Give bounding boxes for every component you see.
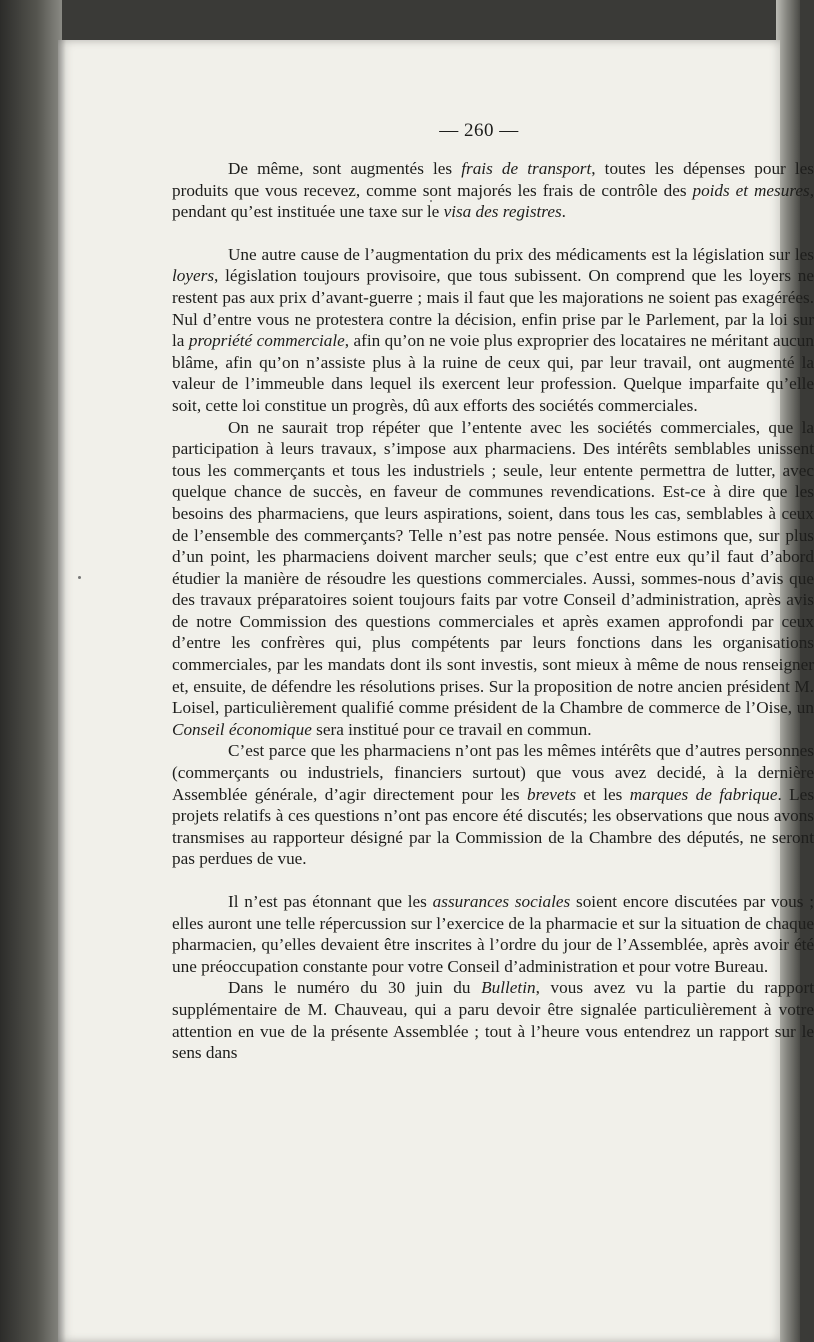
italic-phrase: loyers [172, 266, 215, 286]
text-run: Une autre cause de l’augmentation du prix des médicaments est la législation sur les [228, 244, 814, 264]
text-run: . [561, 202, 566, 222]
text-run: sera institué pour ce travail en commun. [311, 719, 592, 739]
italic-phrase: propriété commerciale [188, 331, 345, 351]
text-run: Il n’est pas étonnant que les [228, 892, 433, 911]
paragraph [172, 417, 814, 741]
text-run: On ne saurait trop répéter que l’entente avec les sociétés commerciales, que la participation à leurs travaux, s’impose aux pharmaciens. Des intérêts semblables unissent tous les commerçants et tous les industriels ; seule, leur entente permettra de lutter, avec quelque chance de succès, en faveur de communes revendications. Est-ce à dire que les besoins des pharmaciens, que leurs aspirations, soient, dans tous les cas, semblables à ceux de l’ensemble des commerçants? Telle n’est pas notre pensée. Nous estimons que, sur plus d’un point, les pharmaciens doivent marcher seuls; que c’est entre eux qu’il faut d’abord étudier la manière de résoudre les questions commerciales. Aussi, sommes-nous d’avis que des travaux préparatoires soient toujours faits par votre Conseil d’administration, après avis de notre Commission des questions commerciales et après examen approfondi par ceux d’entre les confrères qui, plus compétents par leurs fonctions dans les organisations commerciales, par les mandats dont ils sont investis, sont mieux à même de nous renseigner et, ensuite, de défendre les résolutions prises. Sur la proposition de notre ancien président M. Loisel, particulièrement qualifié comme président de la Chambre de commerce de l’Oise, un [172, 417, 814, 718]
scan-speck [78, 576, 81, 579]
text-run: soient encore discutées par vous ; elles auront une telle répercussion sur l’exercice de la pharmacie et sur la situation de chaque pharmacien, qu’elles devaient être inscrites à l’ordre du jour de l’Assemblée, après avoir été une préoccupation constante pour votre Conseil d’administration et pour votre Bureau. [172, 892, 814, 976]
scan-speck [430, 200, 432, 202]
italic-phrase: Bulletin [481, 978, 536, 998]
body-text [172, 158, 814, 1064]
italic-phrase: visa des registres [443, 202, 562, 222]
book-page [58, 40, 814, 1342]
text-run: De même, sont augmentés les [228, 159, 462, 178]
italic-phrase: Conseil économique [172, 719, 312, 739]
text-run: , vous avez vu la partie du rapport supplémentaire de M. Chauveau, qui a paru devoir être signalée particulièrement à votre attention en vue de la présente Assemblée ; tout à l’heure vous entendrez un rapport sur le sens dans [172, 978, 814, 1063]
page-number: — 260 — [439, 120, 519, 141]
paragraph [172, 891, 814, 977]
paragraph [172, 244, 814, 417]
text-run: Dans le numéro du 30 juin du [228, 978, 482, 998]
italic-phrase: brevets [527, 784, 577, 804]
text-run: , législation toujours provisoire, que tous subissent. On comprend que les loyers ne restent pas aux prix d’avant-guerre ; mais il faut que les majorations ne soient pas exagérées. Nul d’entre vous ne protestera contre la décision, enfin prise par le Parlement, par la loi sur la [172, 266, 814, 351]
paragraph [172, 158, 814, 223]
text-run: , afin qu’on ne voie plus exproprier des locataires ne méritant aucun blâme, afin qu’on n’assiste plus à la ruine de ceux qui, par leur travail, ont augmenté la valeur de l’immeuble dans lequel ils exercent leur profession. Quelque imparfaite qu’elle soit, cette loi constitue un progrès, dû aux efforts des sociétés commerciales. [172, 331, 814, 415]
scan-left-edge [0, 0, 62, 1342]
paragraph [172, 977, 814, 1063]
paragraph [172, 740, 814, 870]
italic-phrase: poids et mesures [692, 180, 810, 200]
italic-phrase: frais de transport [461, 159, 592, 178]
text-run: et les [576, 784, 630, 804]
text-run: . Les projets relatifs à ces questions n’ont pas encore été discutés; les observations que nous avons transmises au rapporteur désigné par la Commission de la Chambre des députés, ne seront pas perdues de vue. [172, 784, 814, 869]
text-run: C’est parce que les pharmaciens n’ont pas les mêmes intérêts que d’autres personnes (commerçants ou industriels, financiers surtout) que vous avez decidé, à la dernière Assemblée générale, d’agir directement pour les [172, 741, 814, 804]
italic-phrase: marques de fabrique [629, 784, 778, 804]
text-run: , toutes les dépenses pour les produits que vous recevez, comme sont majorés les frais de contrôle des [172, 159, 814, 200]
italic-phrase: assurances sociales [432, 892, 571, 911]
text-run: , pendant qu’est instituée une taxe sur le [172, 180, 814, 222]
